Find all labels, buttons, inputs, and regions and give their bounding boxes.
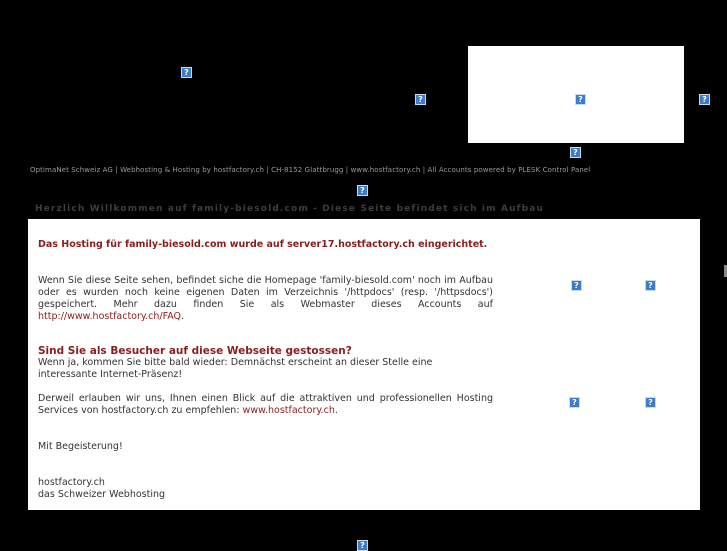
recommendation-end: . <box>334 405 338 416</box>
broken-image-icon: ? <box>569 397 580 408</box>
hosting-info-line: Das Hosting für family-biesold.com wurde auf server17.hostfactory.ch eingerichtet. <box>38 239 488 250</box>
visitor-heading: Sind Sie als Besucher auf diese Webseite gestossen? <box>38 345 352 357</box>
construction-paragraph <box>38 275 493 323</box>
broken-image-icon: ? <box>575 94 586 105</box>
broken-image-icon: ? <box>570 147 581 158</box>
construction-end: . <box>181 311 185 322</box>
recommendation-paragraph <box>38 393 493 417</box>
recommendation-text: Derweil erlauben wir uns, Ihnen einen Blick auf die attraktiven und professionellen Hosting Services von hostfactory.ch zu empfehlen: <box>38 393 493 416</box>
faq-link[interactable]: http://www.hostfactory.ch/FAQ <box>38 311 182 322</box>
broken-image-icon: ? <box>181 67 192 78</box>
broken-image-icon: ? <box>699 94 710 105</box>
provider-footer-text: OptimaNet Schweiz AG | Webhosting & Hosting by hostfactory.ch | CH-8152 Glattbrugg | www.hostfactory.ch | All Accounts powered by PLESK Control Panel <box>30 166 591 174</box>
broken-image-icon: ? <box>357 185 368 196</box>
broken-image-icon: ? <box>645 280 656 291</box>
closing-text: Mit Begeisterung! <box>38 441 123 452</box>
hostfactory-link[interactable]: www.hostfactory.ch <box>242 405 335 416</box>
broken-image-icon: ? <box>645 397 656 408</box>
signature <box>38 477 165 501</box>
broken-image-icon: ? <box>571 280 582 291</box>
welcome-heading: Herzlich Willkommen auf family-biesold.com - Diese Seite befindet sich im Aufbau <box>35 204 545 214</box>
construction-text: Wenn Sie diese Seite sehen, befindet siche die Homepage 'family-biesold.com' noch im Aufbau oder es wurden noch keine eigenen Daten im Verzeichnis '/httpdocs' (resp. '/httpsdocs') gespeichert. Mehr dazu finden Sie als Webmaster dieses Accounts auf <box>38 275 493 310</box>
broken-image-icon: ? <box>415 94 426 105</box>
signature-company: hostfactory.ch <box>38 477 105 488</box>
visitor-paragraph: Wenn ja, kommen Sie bitte bald wieder: Demnächst erscheint an dieser Stelle eine interessante Internet-Präsenz! <box>38 357 433 380</box>
broken-image-icon: ? <box>357 540 368 551</box>
signature-tagline: das Schweizer Webhosting <box>38 489 166 500</box>
content-panel <box>28 219 700 510</box>
